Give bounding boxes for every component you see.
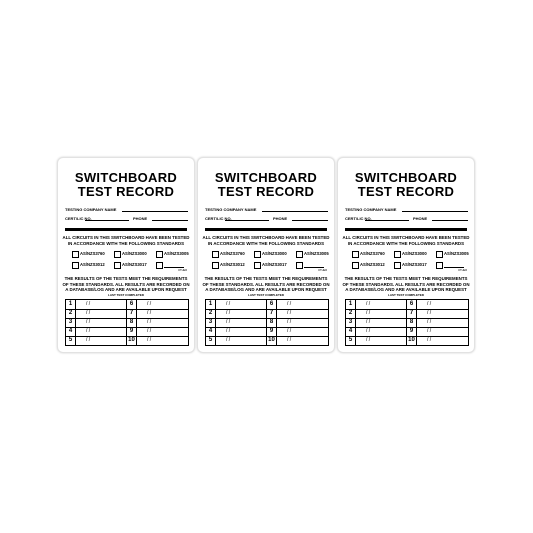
other-standard-label: OTHER [458,269,468,272]
standard-label: AS/NZS3017 [122,262,147,267]
checkbox [254,251,261,258]
row-number: 10 [267,336,277,345]
divider-bar [65,228,187,231]
checkbox [436,251,443,258]
row-number: 9 [267,327,277,336]
row-number: 7 [407,309,417,318]
standards-statement: ALL CIRCUITS IN THIS SWITCHBOARD HAVE BEEN TESTED IN ACCORDANCE WITH THE FOLLOWING STANDARDS [202,235,330,246]
row-number: 1 [206,300,216,309]
row-number: 9 [127,327,137,336]
row-number: 7 [127,309,137,318]
checkbox [72,251,79,258]
row-number: 1 [66,300,76,309]
switchboard-test-record-label [337,157,475,353]
switchboard-labels-sheet [57,157,477,353]
label-title-line1: SWITCHBOARD [214,170,318,185]
cert-lic-field-label: CERT/LIC NO. [345,216,372,221]
company-name-field-label: TESTING COMPANY NAME [205,207,257,212]
grid-row-separator [66,327,188,328]
row-number: 6 [407,300,417,309]
row-number: 4 [346,327,356,336]
row-number: 5 [206,336,216,345]
company-name-line [402,211,468,212]
grid-row-separator [206,318,328,319]
other-standard-line [164,267,184,268]
row-number: 2 [346,309,356,318]
standard-label: AS/NZS3000 [262,251,287,256]
switchboard-test-record-label [197,157,335,353]
checkbox [156,262,163,269]
company-name-field-label: TESTING COMPANY NAME [345,207,397,212]
grid-row-separator [66,318,188,319]
row-number: 3 [346,318,356,327]
standard-label: AS/NZS3017 [262,262,287,267]
date-entry: / / [86,301,91,307]
label-title-line1: SWITCHBOARD [354,170,458,185]
date-entry: / / [427,319,432,325]
date-entry: / / [86,310,91,316]
test-dates-grid [345,299,469,346]
phone-line [292,220,328,221]
cert-lic-line [365,220,409,221]
phone-line [152,220,188,221]
date-entry: / / [147,301,152,307]
last-test-completed-label: LAST TEST COMPLETED [388,293,424,297]
checkbox [352,251,359,258]
row-number: 3 [66,318,76,327]
row-number: 5 [66,336,76,345]
row-number: 9 [407,327,417,336]
checkbox [296,251,303,258]
checkbox [296,262,303,269]
other-standard-label: OTHER [318,269,328,272]
checkbox [394,262,401,269]
label-title-line2: TEST RECORD [217,184,315,199]
grid-row-separator [206,336,328,337]
switchboard-test-record-label [57,157,195,353]
test-dates-grid [65,299,189,346]
date-entry: / / [147,328,152,334]
standard-label: AS/NZS3005 [304,251,329,256]
grid-row-separator [206,309,328,310]
date-entry: / / [427,301,432,307]
date-entry: / / [427,328,432,334]
standard-label: AS/NZS3000 [122,251,147,256]
company-name-line [262,211,328,212]
phone-line [432,220,468,221]
row-number: 2 [206,309,216,318]
row-number: 10 [127,336,137,345]
date-entry: / / [147,319,152,325]
date-entry: / / [287,319,292,325]
date-entry: / / [147,337,152,343]
standard-label: AS/NZS3005 [164,251,189,256]
phone-field-label: PHONE [413,216,428,221]
date-entry: / / [86,319,91,325]
cert-lic-field-label: CERT/LIC NO. [65,216,92,221]
grid-row-separator [346,309,468,310]
standard-label: AS/NZS3017 [402,262,427,267]
date-entry: / / [427,337,432,343]
phone-field-label: PHONE [273,216,288,221]
checkbox [212,262,219,269]
checkbox [114,251,121,258]
checkbox [72,262,79,269]
row-number: 6 [127,300,137,309]
grid-row-separator [206,327,328,328]
date-entry: / / [226,337,231,343]
cert-lic-line [225,220,269,221]
row-number: 8 [267,318,277,327]
standard-label: AS/NZS3760 [360,251,385,256]
date-entry: / / [147,310,152,316]
checkbox [352,262,359,269]
date-entry: / / [226,310,231,316]
standard-label: AS/NZS3012 [80,262,105,267]
standard-label: AS/NZS3012 [360,262,385,267]
label-title-line1: SWITCHBOARD [74,170,178,185]
checkbox [254,262,261,269]
label-title-line2: TEST RECORD [357,184,455,199]
standard-label: AS/NZS3760 [220,251,245,256]
grid-row-separator [346,318,468,319]
standard-label: AS/NZS3000 [402,251,427,256]
date-entry: / / [287,337,292,343]
other-standard-line [444,267,464,268]
standards-statement: ALL CIRCUITS IN THIS SWITCHBOARD HAVE BEEN TESTED IN ACCORDANCE WITH THE FOLLOWING STANDARDS [62,235,190,246]
date-entry: / / [287,310,292,316]
date-entry: / / [86,328,91,334]
row-number: 3 [206,318,216,327]
row-number: 2 [66,309,76,318]
label-title-line2: TEST RECORD [77,184,175,199]
test-dates-grid [205,299,329,346]
checkbox [436,262,443,269]
other-standard-line [304,267,324,268]
row-number: 6 [267,300,277,309]
row-number: 5 [346,336,356,345]
phone-field-label: PHONE [133,216,148,221]
date-entry: / / [366,301,371,307]
checkbox [394,251,401,258]
company-name-line [122,211,188,212]
standard-label: AS/NZS3012 [220,262,245,267]
date-entry: / / [366,319,371,325]
row-number: 4 [206,327,216,336]
last-test-completed-label: LAST TEST COMPLETED [108,293,144,297]
date-entry: / / [86,337,91,343]
standards-statement: ALL CIRCUITS IN THIS SWITCHBOARD HAVE BEEN TESTED IN ACCORDANCE WITH THE FOLLOWING STANDARDS [342,235,470,246]
results-statement: THE RESULTS OF THE TESTS MEET THE REQUIREMENTS OF THESE STANDARDS. ALL RESULTS ARE RECORDED ON A DATABASE/LOG AND ARE AVAILABLE UPON REQUEST [202,276,330,293]
divider-bar [345,228,467,231]
cert-lic-field-label: CERT/LIC NO. [205,216,232,221]
checkbox [212,251,219,258]
grid-row-separator [346,336,468,337]
results-statement: THE RESULTS OF THE TESTS MEET THE REQUIREMENTS OF THESE STANDARDS. ALL RESULTS ARE RECORDED ON A DATABASE/LOG AND ARE AVAILABLE UPON REQUEST [342,276,470,293]
date-entry: / / [226,319,231,325]
company-name-field-label: TESTING COMPANY NAME [65,207,117,212]
grid-row-separator [66,309,188,310]
row-number: 7 [267,309,277,318]
grid-row-separator [346,327,468,328]
other-standard-label: OTHER [178,269,188,272]
cert-lic-line [85,220,129,221]
checkbox [114,262,121,269]
results-statement: THE RESULTS OF THE TESTS MEET THE REQUIREMENTS OF THESE STANDARDS. ALL RESULTS ARE RECORDED ON A DATABASE/LOG AND ARE AVAILABLE UPON REQUEST [62,276,190,293]
row-number: 4 [66,327,76,336]
standard-label: AS/NZS3005 [444,251,469,256]
date-entry: / / [366,328,371,334]
row-number: 10 [407,336,417,345]
date-entry: / / [427,310,432,316]
row-number: 8 [127,318,137,327]
date-entry: / / [226,328,231,334]
row-number: 8 [407,318,417,327]
checkbox [156,251,163,258]
date-entry: / / [226,301,231,307]
grid-row-separator [66,336,188,337]
date-entry: / / [287,328,292,334]
date-entry: / / [287,301,292,307]
divider-bar [205,228,327,231]
date-entry: / / [366,337,371,343]
standard-label: AS/NZS3760 [80,251,105,256]
row-number: 1 [346,300,356,309]
last-test-completed-label: LAST TEST COMPLETED [248,293,284,297]
date-entry: / / [366,310,371,316]
